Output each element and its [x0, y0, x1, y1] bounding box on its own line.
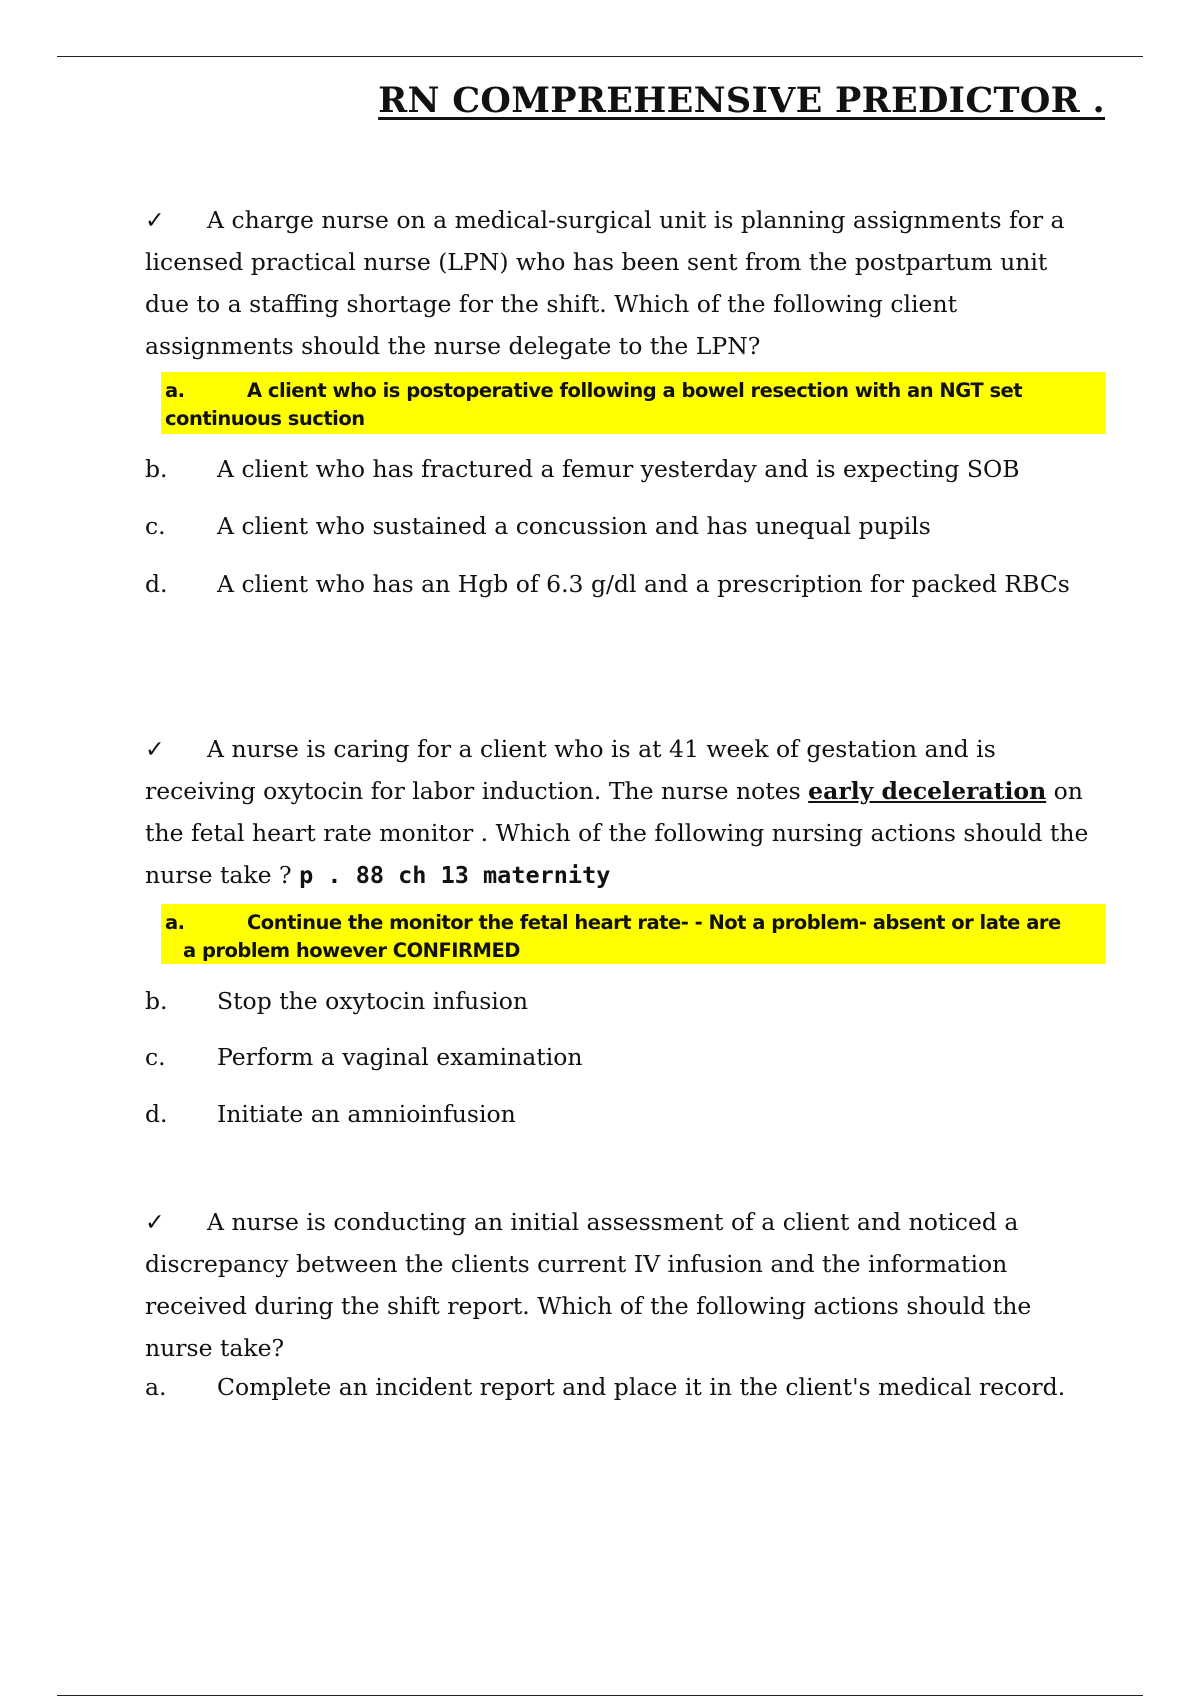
- option-text: A client who sustained a concussion and has unequal pupils: [217, 512, 931, 540]
- page-title: RN COMPREHENSIVE PREDICTOR .: [378, 80, 1105, 121]
- option-letter: a.: [165, 911, 185, 934]
- checkmark-icon: ✓: [145, 1208, 165, 1236]
- question-2-text-continued: on the fetal heart rate monitor . Which of the following nursing actions should the nurse take ?: [145, 777, 1089, 889]
- question-2-option-c: [145, 1042, 1075, 1072]
- question-2-text: A nurse is caring for a client who is at 41 week of gestation and is receiving oxytocin for labor induction. The nurse notes: [145, 735, 996, 805]
- option-text: Perform a vaginal examination: [217, 1043, 583, 1071]
- question-2-emphasis: early deceleration: [808, 777, 1047, 805]
- option-text: Stop the oxytocin infusion: [217, 987, 529, 1015]
- top-rule: [57, 56, 1143, 57]
- checkmark-icon: ✓: [145, 206, 165, 234]
- question-2-option-a-highlighted: [161, 904, 1106, 964]
- option-text: Complete an incident report and place it in the client's medical record.: [217, 1373, 1066, 1401]
- option-text: Initiate an amnioinfusion: [217, 1100, 516, 1128]
- checkmark-icon: ✓: [145, 735, 165, 763]
- question-2-stem: [145, 728, 1095, 896]
- question-1-option-b: [145, 454, 1075, 484]
- option-text-continued: continuous suction: [165, 407, 365, 430]
- question-1-option-a-highlighted: [161, 372, 1106, 434]
- option-letter: d.: [145, 570, 168, 598]
- option-text: A client who has fractured a femur yesterday and is expecting SOB: [217, 455, 1020, 483]
- option-text: A client who has an Hgb of 6.3 g/dl and a prescription for packed RBCs: [217, 570, 1070, 598]
- question-1-option-d: [145, 569, 1075, 599]
- question-1-text: A charge nurse on a medical-surgical unit is planning assignments for a licensed practical nurse (LPN) who has been sent from the postpartum unit due to a staffing shortage for the shift. Which of the following client assignments should the nurse delegate to the LPN?: [145, 206, 1065, 360]
- option-letter: a.: [145, 1373, 167, 1401]
- option-letter: a.: [165, 379, 185, 402]
- option-text: Continue the monitor the fetal heart rate- - Not a problem- absent or late are: [247, 911, 1061, 934]
- question-2-reference: p . 88 ch 13 maternity: [299, 861, 611, 889]
- option-letter: c.: [145, 512, 166, 540]
- question-3-text: A nurse is conducting an initial assessment of a client and noticed a discrepancy between the clients current IV infusion and the information received during the shift report. Which of the following actions should the nurse take?: [145, 1208, 1032, 1362]
- question-2-option-d: [145, 1099, 1075, 1129]
- question-1-stem: [145, 199, 1095, 367]
- option-letter: c.: [145, 1043, 166, 1071]
- question-3-option-a: [145, 1372, 1075, 1402]
- option-letter: b.: [145, 987, 168, 1015]
- question-3-stem: [145, 1201, 1095, 1369]
- option-text-continued: a problem however CONFIRMED: [183, 939, 520, 962]
- question-2-option-b: [145, 986, 1075, 1016]
- option-letter: d.: [145, 1100, 168, 1128]
- question-1-option-c: [145, 511, 1075, 541]
- option-text: A client who is postoperative following a bowel resection with an NGT set: [247, 379, 1023, 402]
- bottom-rule: [57, 1695, 1143, 1696]
- option-letter: b.: [145, 455, 168, 483]
